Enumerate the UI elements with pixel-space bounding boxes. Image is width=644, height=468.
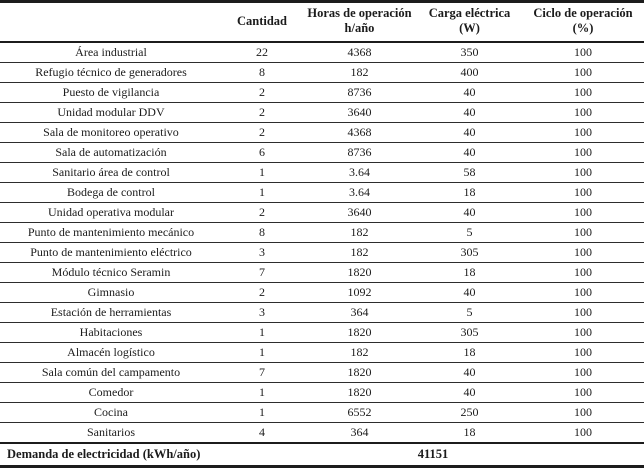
- cell-carga: 18: [417, 262, 522, 282]
- table-row: [0, 282, 644, 302]
- cell-cantidad: 22: [256, 44, 268, 59]
- cell-carga: 40: [417, 382, 522, 402]
- cell-carga: 40: [417, 202, 522, 222]
- header-sublabel: (%): [572, 21, 594, 36]
- cell-carga: 40: [417, 102, 522, 122]
- cell-cantidad: 4: [222, 422, 302, 443]
- cell-name: Módulo técnico Seramin: [0, 262, 222, 282]
- cell-name: Comedor: [0, 382, 222, 402]
- header-cell-horas: [302, 2, 417, 42]
- cell-cantidad: 7: [222, 362, 302, 382]
- header-sublabel: h/año: [344, 21, 375, 36]
- cell-carga: 40: [417, 362, 522, 382]
- cell-horas: 4368: [302, 122, 417, 142]
- table-row: [0, 422, 644, 443]
- table-body: [0, 42, 644, 443]
- cell-horas: 1820: [302, 322, 417, 342]
- cell-name: Punto de mantenimiento mecánico: [0, 222, 222, 242]
- cell-horas: 3640: [302, 102, 417, 122]
- cell-cantidad: 6: [222, 142, 302, 162]
- cell-horas: 364: [302, 422, 417, 443]
- cell-horas: 8736: [302, 142, 417, 162]
- cell-cantidad: 7: [222, 262, 302, 282]
- cell-name: Sanitario área de control: [0, 162, 222, 182]
- cell-name: Sala de automatización: [0, 142, 222, 162]
- cell-cantidad: 2: [222, 122, 302, 142]
- cell-cantidad: 1: [222, 182, 302, 202]
- table-row: [0, 362, 644, 382]
- cell-carga: 250: [417, 402, 522, 422]
- cell-cantidad: 2: [222, 82, 302, 102]
- cell-cantidad: 3: [222, 242, 302, 262]
- header-cell-carga: [417, 2, 522, 42]
- cell-horas: 4368: [347, 44, 372, 59]
- cell-carga: 18: [417, 342, 522, 362]
- cell-ciclo: 100: [522, 262, 644, 282]
- cell-ciclo: 100: [522, 342, 644, 362]
- cell-name: Área industrial: [75, 44, 147, 59]
- cell-name: Habitaciones: [0, 322, 222, 342]
- footer-row: [0, 443, 644, 467]
- cell-cantidad: 3: [222, 302, 302, 322]
- table-header: [0, 2, 644, 42]
- cell-name: Refugio técnico de generadores: [0, 62, 222, 82]
- cell-ciclo: 100: [522, 102, 644, 122]
- cell-carga: 5: [417, 222, 522, 242]
- cell-horas: 3.64: [302, 182, 417, 202]
- cell-horas: 182: [302, 222, 417, 242]
- cell-carga: 400: [417, 62, 522, 82]
- cell-cantidad: 2: [222, 102, 302, 122]
- cell-carga: 40: [417, 122, 522, 142]
- cell-ciclo: 100: [522, 282, 644, 302]
- cell-carga: 18: [417, 182, 522, 202]
- cell-ciclo: 100: [522, 322, 644, 342]
- table-row: [0, 62, 644, 82]
- cell-name: Unidad modular DDV: [0, 102, 222, 122]
- cell-carga: 58: [417, 162, 522, 182]
- table-row: [0, 222, 644, 242]
- table-row: [0, 202, 644, 222]
- cell-horas: 6552: [302, 402, 417, 422]
- cell-ciclo: 100: [522, 302, 644, 322]
- cell-name: Sala común del campamento: [0, 362, 222, 382]
- cell-horas: 1820: [302, 362, 417, 382]
- cell-cantidad: 1: [222, 322, 302, 342]
- cell-ciclo: 100: [522, 222, 644, 242]
- cell-name: Cocina: [0, 402, 222, 422]
- cell-name: Gimnasio: [0, 282, 222, 302]
- cell-horas: 1092: [302, 282, 417, 302]
- table-row: [0, 82, 644, 102]
- cell-horas: 364: [302, 302, 417, 322]
- table-row: [0, 122, 644, 142]
- table-row: [0, 402, 644, 422]
- table-row: [0, 162, 644, 182]
- header-sublabel: (W): [459, 21, 480, 36]
- header-row: [0, 2, 644, 42]
- cell-ciclo: 100: [574, 44, 592, 59]
- cell-name: Punto de mantenimiento eléctrico: [0, 242, 222, 262]
- cell-carga: 350: [460, 44, 479, 59]
- cell-ciclo: 100: [522, 202, 644, 222]
- cell-name: Almacén logístico: [0, 342, 222, 362]
- table-row: [0, 382, 644, 402]
- cell-name: Sanitarios: [0, 422, 222, 443]
- cell-name: Estación de herramientas: [0, 302, 222, 322]
- header-cell-name: [0, 2, 222, 42]
- cell-carga: 40: [417, 282, 522, 302]
- table-row: [0, 302, 644, 322]
- cell-ciclo: 100: [522, 242, 644, 262]
- cell-ciclo: 100: [522, 162, 644, 182]
- cell-horas: 3.64: [302, 162, 417, 182]
- cell-carga: 305: [417, 242, 522, 262]
- cell-ciclo: 100: [522, 422, 644, 443]
- header-label: Cantidad: [236, 13, 288, 28]
- cell-cantidad: 2: [222, 282, 302, 302]
- cell-name: Unidad operativa modular: [0, 202, 222, 222]
- cell-horas: 3640: [302, 202, 417, 222]
- cell-ciclo: 100: [522, 402, 644, 422]
- table-row: [0, 342, 644, 362]
- header-label: Ciclo de operación: [533, 6, 633, 20]
- cell-cantidad: 1: [222, 162, 302, 182]
- footer-label: Demanda de electricidad (kWh/año): [0, 443, 222, 467]
- cell-cantidad: 8: [222, 222, 302, 242]
- footer-total-value: 41151: [222, 443, 644, 467]
- table-row: [0, 42, 644, 63]
- cell-cantidad: 1: [222, 342, 302, 362]
- cell-name: Puesto de vigilancia: [0, 82, 222, 102]
- cell-cantidad: 1: [222, 382, 302, 402]
- cell-horas: 182: [302, 342, 417, 362]
- cell-ciclo: 100: [522, 142, 644, 162]
- cell-cantidad: 8: [222, 62, 302, 82]
- cell-carga: 40: [417, 82, 522, 102]
- cell-ciclo: 100: [522, 82, 644, 102]
- header-cell-cantidad: [222, 2, 302, 42]
- header-label: Horas de operación: [307, 6, 412, 20]
- table-row: [0, 242, 644, 262]
- cell-carga: 40: [417, 142, 522, 162]
- cell-ciclo: 100: [522, 382, 644, 402]
- table-footer: [0, 443, 644, 467]
- cell-carga: 18: [417, 422, 522, 443]
- table-row: [0, 102, 644, 122]
- cell-cantidad: 1: [222, 402, 302, 422]
- cell-ciclo: 100: [522, 62, 644, 82]
- cell-carga: 5: [417, 302, 522, 322]
- cell-horas: 1820: [302, 262, 417, 282]
- cell-name: Bodega de control: [0, 182, 222, 202]
- table-row: [0, 142, 644, 162]
- table-row: [0, 262, 644, 282]
- cell-ciclo: 100: [522, 122, 644, 142]
- cell-horas: 182: [302, 242, 417, 262]
- cell-horas: 182: [302, 62, 417, 82]
- cell-horas: 8736: [302, 82, 417, 102]
- cell-carga: 305: [417, 322, 522, 342]
- cell-name: Sala de monitoreo operativo: [0, 122, 222, 142]
- cell-horas: 1820: [302, 382, 417, 402]
- cell-ciclo: 100: [522, 182, 644, 202]
- header-cell-ciclo: [522, 2, 644, 42]
- table-row: [0, 182, 644, 202]
- header-label: Carga eléctrica: [428, 6, 511, 20]
- cell-cantidad: 2: [222, 202, 302, 222]
- cell-ciclo: 100: [522, 362, 644, 382]
- table-row: [0, 322, 644, 342]
